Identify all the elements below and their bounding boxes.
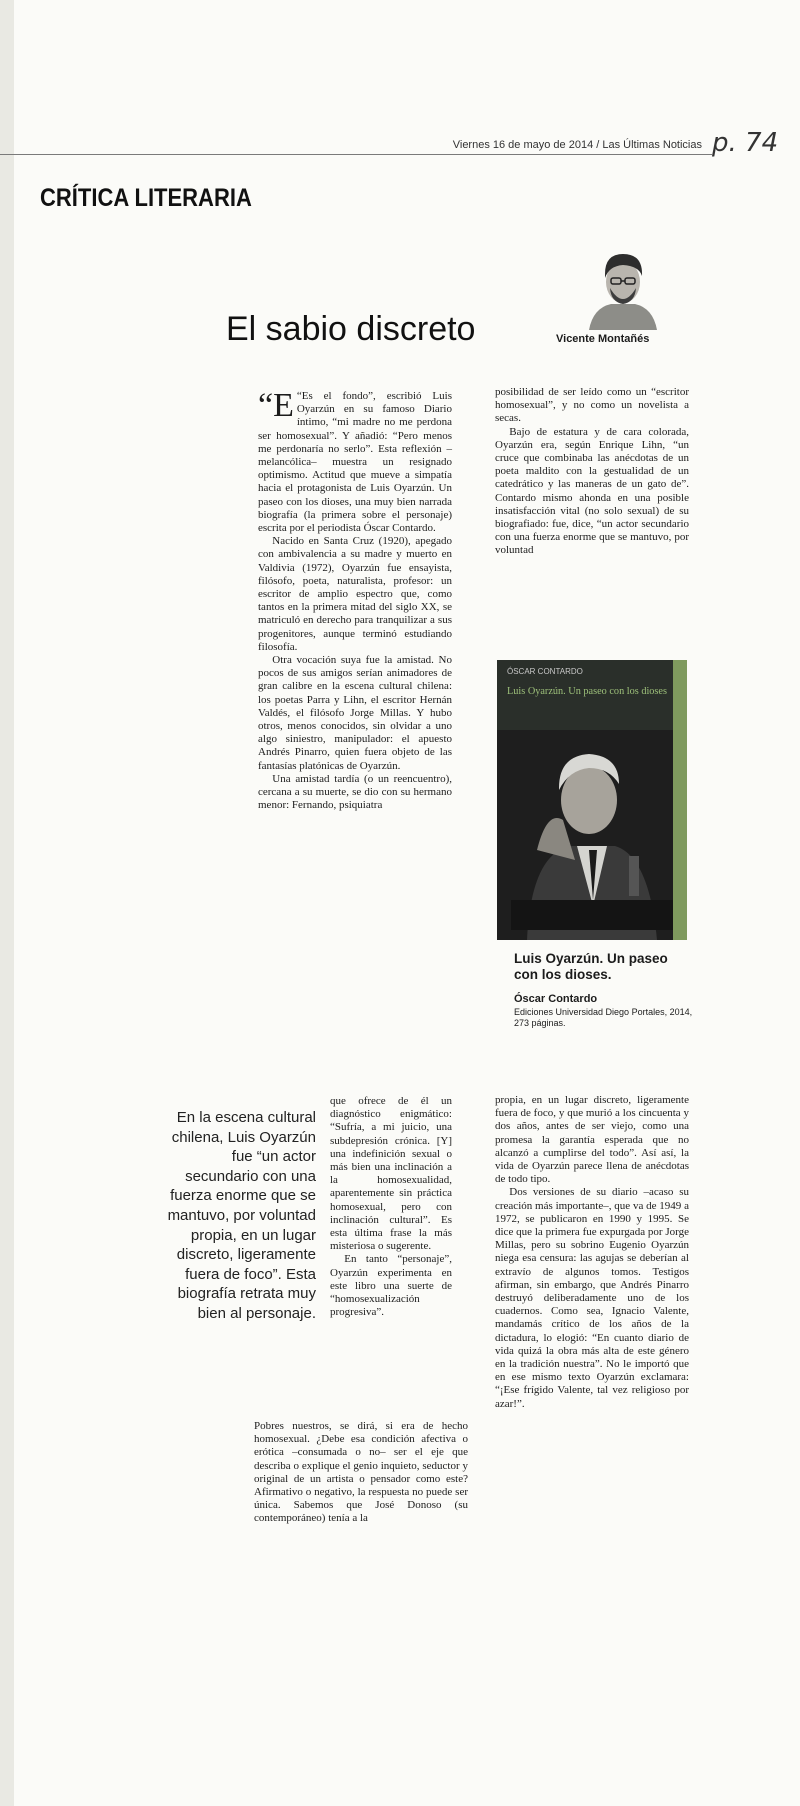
cover-title-text: Luis Oyarzún. Un paseo con los dioses xyxy=(507,686,667,697)
dropcap: “E xyxy=(258,387,294,424)
paragraph: En tanto “personaje”, Oyarzún experimenta en este libro una suerte de “homosexualización progresiva”. xyxy=(330,1253,452,1319)
article-column-1 xyxy=(258,387,452,813)
article-column-2-continued xyxy=(254,1420,468,1526)
article-column-2 xyxy=(330,1095,452,1319)
pull-quote: En la escena cultural chilena, Luis Oyarzún fue “un actor secundario con una fuerza enorme que se mantuvo, por voluntad propia, en un lugar discreto, ligeramente fuera de foco”. Esta biografía retrata muy bien al personaje. xyxy=(167,1109,316,1322)
scan-edge-shadow xyxy=(0,0,14,1806)
article-column-3-top xyxy=(495,386,689,558)
book-cover-image xyxy=(497,660,687,940)
author-byline: Vicente Montañés xyxy=(556,333,650,345)
paragraph: “E “Es el fondo”, escribió Luis Oyarzún en su famoso Diario íntimo, “mi madre no me perdona ser homosexual”. Y añadió: “Pero menos me perdonaría no serlo”. Esta reflexión –melancólica– muestra un resignado optimismo. Actitud que mueve a simpatía hacia el protagonista de Luis Oyarzún. Un paseo con los dioses, una muy bien narrada biografía (la primera sobre el personaje) escrita por el periodista Óscar Contardo. xyxy=(258,387,452,535)
cover-author-text: ÓSCAR CONTARDO xyxy=(507,667,583,676)
book-info xyxy=(514,951,694,1029)
paragraph: Dos versiones de su diario –acaso su creación más importante–, que va de 1949 a 1972, se publicaron en 1990 y 1995. Se dice que la primera fue expurgada por Jorge Millas, pero su sobrino Eugenio Oyarzún niega esa censura: las agujas se deberían al extravío de algunos tomos. Testigos afirman, sin embargo, que Andrés Pinarro destruyó deliberadamente uno de los cuadernos. Como sea, Ignacio Valente, mandamás crítico de los años de la dictadura, lo elogió: “En cuanto diario de vida quizá la obra más alta de este género en la tradición nuestra”. No le importó que en ese mismo texto Oyarzún exclamara: “¡Ese frígido Valente, tal vez religioso por azar!”. xyxy=(495,1186,689,1410)
paragraph: que ofrece de él un diagnóstico enigmático: “Sufría, a mi juicio, una subdepresión crónica. [Y] una indefinición sexual o más bien una inclinación a la homosexualidad, aparentemente sin práctica homosexual, pero con inclinación cultural”. Es esta última frase la más misteriosa o sugerente. xyxy=(330,1095,452,1253)
paragraph: Bajo de estatura y de cara colorada, Oyarzún era, según Enrique Lihn, “un cruce que combinaba las anécdotas de un poeta maldito con la gestualidad de un catedrático y las maneras de un gato de”. Contardo mismo ahonda en una posible insatisfacción vital (no solo sexual) de su biografiado: fue, dice, “un actor secundario con una fuerza enorme que se mantuvo, por voluntad xyxy=(495,425,689,557)
book-publisher: Ediciones Universidad Diego Portales, 2014, 273 páginas. xyxy=(514,1007,693,1028)
handwritten-page-note: p. 74 xyxy=(712,128,779,158)
header-rule xyxy=(0,154,712,155)
paragraph: propia, en un lugar discreto, ligeramente fuera de foco, y que murió a los cincuenta y dos años, antes de ser viejo, como una promesa la garantía esperada que no alcanzó a cumplirse del todo”. Así así, la vida de Oyarzún parece llena de anécdotas de todo tipo. xyxy=(495,1094,689,1186)
book-title: Luis Oyarzún. Un paseo con los dioses. xyxy=(514,951,668,982)
article-column-3-bottom xyxy=(495,1094,689,1411)
paragraph: Una amistad tardía (o un reencuentro), cercana a su muerte, se dio con su hermano menor: Fernando, psiquiatra xyxy=(258,772,452,812)
section-label: CRÍTICA LITERARIA xyxy=(40,184,252,212)
paragraph: Otra vocación suya fue la amistad. No pocos de sus amigos serían animadores de gran calibre en la escena cultural chilena: los poetas Parra y Lihn, el escritor Hernán Valdés, el filósofo Jorge Millas. Y hubo otros, menos conocidos, sin olvidar a uno algo siniestro, manipulador: el apuesto Andrés Pinarro, quien fuera objeto de las fantasías platónicas de Oyarzún. xyxy=(258,654,452,772)
paragraph: Nacido en Santa Cruz (1920), apegado con ambivalencia a su madre y muerto en Valdivia (1972), Oyarzún fue ensayista, filósofo, poeta, naturalista, profesor: un escritor de amplio espectro que, como tantos en la primera mitad del siglo XX, se matriculó en derecho para tranquilizar a sus progenitores, aunque terminó estudiando filosofía. xyxy=(258,535,452,653)
article-title: El sabio discreto xyxy=(226,310,476,348)
dateline: Viernes 16 de mayo de 2014 / Las Últimas Noticias xyxy=(452,139,702,151)
author-portrait-icon xyxy=(585,244,661,330)
book-author: Óscar Contardo xyxy=(514,993,598,1005)
paragraph: posibilidad de ser leído como un “escritor homosexual”, y no como un novelista a secas. xyxy=(495,386,689,425)
paragraph: Pobres nuestros, se dirá, si era de hecho homosexual. ¿Debe esa condición afectiva o erótica –consumada o no– ser el eje que describa o explique el genio inquieto, seductor y original de un artista o pensador como este? Afirmativo o negativo, la respuesta no puede ser única. Sabemos que José Donoso (su contemporáneo) tenía a la xyxy=(254,1420,468,1525)
